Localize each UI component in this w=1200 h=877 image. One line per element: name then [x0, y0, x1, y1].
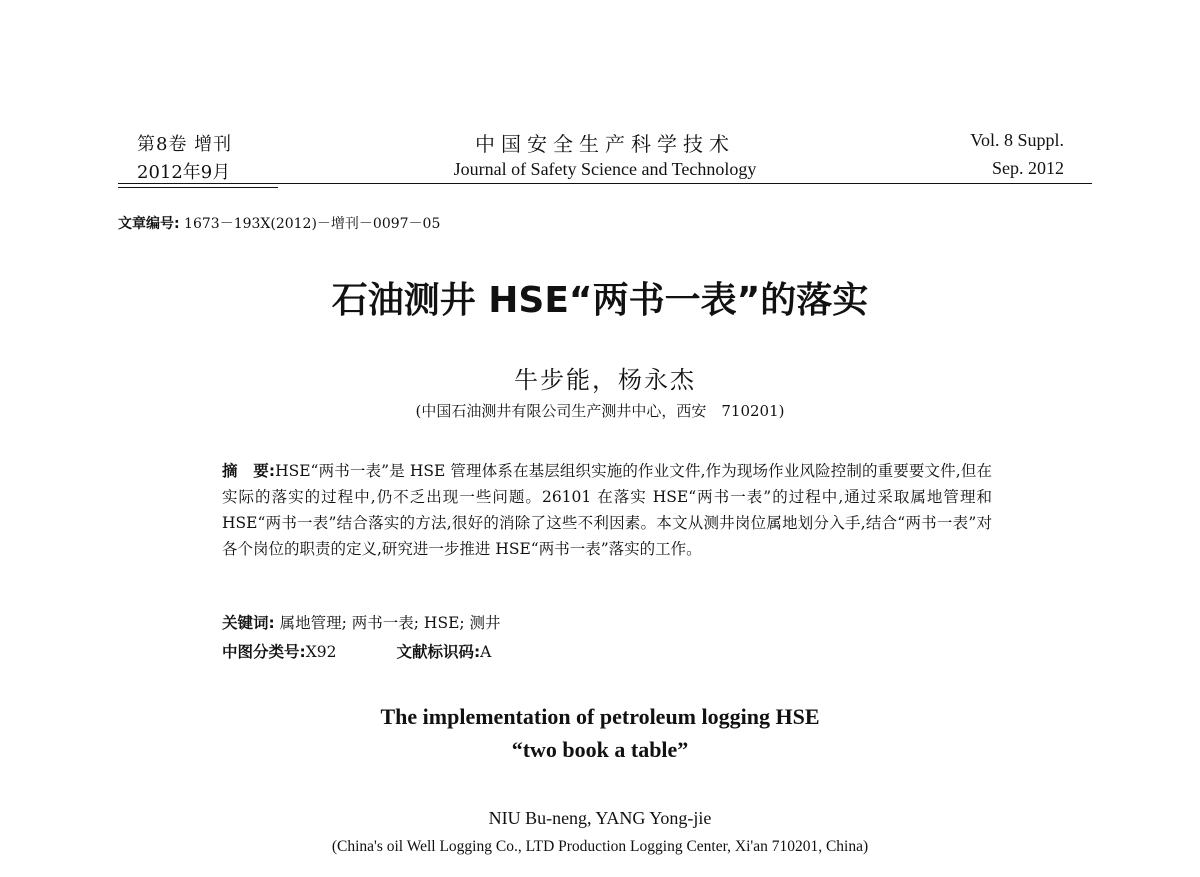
affiliation-en: (China's oil Well Logging Co., LTD Production Logging Center, Xi'an 710201, China) [331, 838, 869, 855]
page-title-en-line2: “two book a table” [511, 737, 689, 762]
header-rule-short [118, 187, 278, 188]
volume-issue-cn: 第8卷 增刊 [137, 134, 233, 155]
header-rule [118, 183, 1092, 184]
clc-value: X92 [305, 643, 337, 661]
keywords-label: 关键词: [222, 614, 275, 632]
authors-en: NIU Bu-neng, YANG Yong-jie [488, 808, 712, 828]
volume-issue-en: Vol. 8 Suppl. [970, 130, 1064, 150]
affiliation-cn: (中国石油测井有限公司生产测井中心，西安 710201) [415, 402, 785, 420]
classification [222, 640, 491, 662]
page-title-cn: 石油测井 HSE“两书一表”的落实 [331, 280, 869, 321]
date-en: Sep. 2012 [992, 158, 1064, 178]
keywords [222, 611, 501, 633]
abstract-text: HSE“两书一表”是 HSE 管理体系在基层组织实施的作业文件,作为现场作业风险控制的重要要文件,但在实际的落实的过程中,仍不乏出现一些问题。26101 在落实 HSE“两书一表”的过程中,通过采取属地管理和 HSE“两书一表”结合落实的方法,很好的消除了这些不利因素。本文从测井岗位属地划分入手,结合“两书一表”对各个岗位的职责的定义,研究进一步推进 HSE“两书一表”落实的工作。 [222, 462, 992, 558]
authors-cn: 牛步能，杨永杰 [514, 366, 696, 394]
article-number-label: 文章编号: [118, 216, 180, 232]
doc-code-label: 文献标识码: [396, 643, 481, 661]
keywords-text: 属地管理; 两书一表; HSE; 测井 [274, 614, 501, 632]
article-number [118, 213, 440, 233]
journal-name-en: Journal of Safety Science and Technology [453, 159, 757, 179]
journal-name-cn: 中国安全生产科学技术 [475, 132, 735, 156]
clc-label: 中图分类号: [222, 643, 306, 661]
abstract-label: 摘 要: [222, 462, 276, 480]
page-title-en-line1: The implementation of petroleum logging HSE [380, 704, 820, 729]
doc-code-value: A [480, 643, 492, 661]
date-cn: 2012年9月 [137, 162, 231, 183]
article-number-value: 1673－193X(2012)－增刊－0097－05 [179, 216, 441, 232]
abstract-cn [222, 458, 992, 562]
